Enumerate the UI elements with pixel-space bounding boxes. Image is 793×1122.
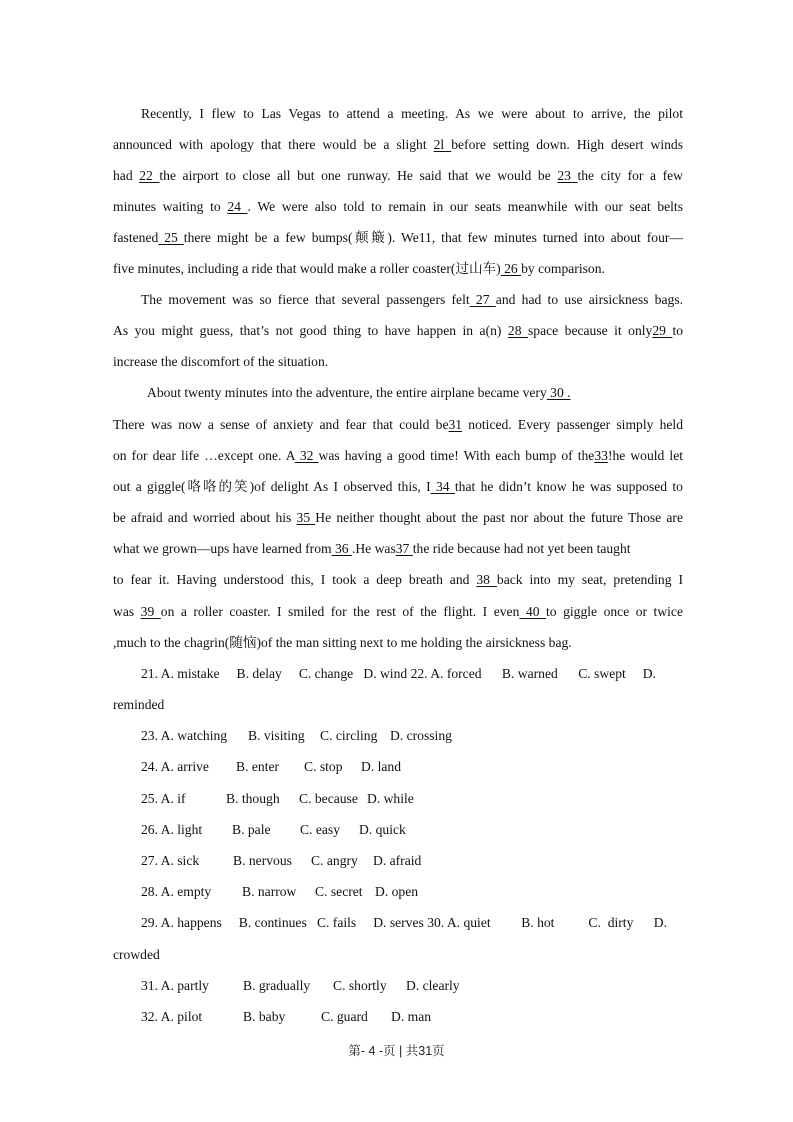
options-22-cont	[113, 696, 683, 714]
option-text: 21. A. mistake B. delay C. change D. wind 22. A. forced B. warned C. swept D.	[141, 666, 656, 681]
passage-line	[113, 167, 683, 185]
blank-38: 38	[476, 572, 497, 587]
text: The movement was so fierce that several passengers felt	[141, 292, 470, 307]
passage-line	[113, 353, 683, 371]
option-a: 24. A. arrive	[141, 759, 209, 774]
text: Recently, I flew to Las Vegas to attend a meeting. As we were about to arrive, the pilot	[141, 106, 683, 121]
text: fastened	[113, 230, 159, 245]
text: noticed. Every passenger simply held	[462, 417, 684, 432]
option-b: B. pale	[232, 822, 271, 837]
option-b: B. nervous	[233, 853, 292, 868]
blank-31: 31	[448, 417, 463, 432]
blank-34: 34	[430, 479, 455, 494]
option-text: reminded	[113, 697, 165, 712]
blank-25: 25	[158, 230, 184, 245]
text: to giggle once or twice	[546, 604, 683, 619]
blank-22: 22	[139, 168, 160, 183]
text: minutes waiting to	[113, 199, 228, 214]
option-text: crowded	[113, 947, 160, 962]
option-a: 27. A. sick	[141, 853, 200, 868]
options-21-22	[141, 665, 683, 683]
blank-24: 24	[227, 199, 248, 214]
passage-line	[113, 540, 683, 558]
blank-39: 39	[140, 604, 161, 619]
option-a: 32. A. pilot	[141, 1009, 203, 1024]
blank-23: 23	[557, 168, 578, 183]
option-b: B. enter	[236, 759, 280, 774]
option-d: D. open	[375, 884, 419, 899]
text: was having a good time! With each bump of the	[318, 448, 595, 463]
option-a: 23. A. watching	[141, 728, 228, 743]
option-c: C. angry	[311, 853, 358, 868]
option-c: C. shortly	[333, 978, 387, 993]
passage-line	[113, 447, 683, 465]
passage-line	[113, 136, 683, 154]
text: there might be a few bumps(颠簸). We11, that few minutes turned into about four—	[183, 230, 684, 245]
passage-line	[141, 291, 683, 309]
options-28	[141, 883, 683, 901]
blank-21: 2l	[433, 137, 452, 152]
option-d: D. crossing	[390, 728, 452, 743]
option-c: C. circling	[320, 728, 378, 743]
text: About twenty minutes into the adventure, the entire airplane became very	[147, 385, 547, 400]
text: space because it only	[528, 323, 653, 338]
options-23	[141, 727, 683, 745]
text: announced with apology that there would be a slight	[113, 137, 434, 152]
text: He neither thought about the past nor about the future Those are	[315, 510, 683, 525]
text: the city for a few	[577, 168, 684, 183]
text: .He was	[351, 541, 396, 556]
blank-36: 36	[331, 541, 352, 556]
blank-32: 32	[294, 448, 319, 463]
option-a: 26. A. light	[141, 822, 203, 837]
option-d: D. man	[391, 1009, 432, 1024]
options-25	[141, 790, 683, 808]
passage-line	[113, 322, 683, 340]
option-d: D. land	[361, 759, 402, 774]
page-footer	[0, 1041, 793, 1059]
blank-26: 26	[500, 261, 522, 276]
blank-33: 33	[594, 448, 608, 463]
blank-30: 30 .	[546, 385, 571, 400]
text: As you might guess, that’s not good thing to have happen in a(n)	[113, 323, 508, 338]
text: be afraid and worried about his	[113, 510, 297, 525]
passage-line	[113, 478, 683, 496]
passage-line	[113, 603, 683, 621]
text: the ride because had not yet been taught	[412, 541, 631, 556]
options-30-cont	[113, 946, 683, 964]
option-c: C. easy	[300, 822, 341, 837]
blank-37: 37	[395, 541, 413, 556]
text: was	[113, 604, 141, 619]
option-c: C. secret	[315, 884, 363, 899]
text: to fear it. Having understood this, I took a deep breath and	[113, 572, 477, 587]
option-c: C. stop	[304, 759, 343, 774]
options-24	[141, 758, 683, 776]
blank-29: 29	[652, 323, 673, 338]
text: . We were also told to remain in our seats meanwhile with our seat belts	[247, 199, 683, 214]
blank-27: 27	[469, 292, 496, 307]
option-b: B. visiting	[248, 728, 305, 743]
option-a: 28. A. empty	[141, 884, 212, 899]
text: to	[672, 323, 684, 338]
text: what we grown—ups have learned from	[113, 541, 332, 556]
blank-35: 35	[296, 510, 316, 525]
options-27	[141, 852, 683, 870]
text: on for dear life …except one. A	[113, 448, 295, 463]
text: before setting down. High desert winds	[451, 137, 683, 152]
blank-28: 28	[507, 323, 528, 338]
page-number: 第- 4 -页 | 共31页	[348, 1044, 445, 1058]
text: and had to use airsickness bags.	[495, 292, 684, 307]
option-b: B. though	[226, 791, 280, 806]
passage-line	[113, 229, 683, 247]
option-b: B. baby	[243, 1009, 286, 1024]
options-29-30	[141, 914, 683, 932]
text: There was now a sense of anxiety and fear that could be	[113, 417, 449, 432]
option-d: D. clearly	[406, 978, 460, 993]
option-d: D. while	[367, 791, 414, 806]
text: ,much to the chagrin(随恼)of the man sitting next to me holding the airsickness bag.	[113, 635, 572, 650]
text: back into my seat, pretending I	[496, 572, 683, 587]
option-b: B. narrow	[242, 884, 297, 899]
option-text: 29. A. happens B. continues C. fails D. serves 30. A. quiet B. hot C. dirty D.	[141, 915, 667, 930]
passage-line	[113, 198, 683, 216]
text: on a roller coaster. I smiled for the rest of the flight. I even	[160, 604, 520, 619]
text: that he didn’t know he was supposed to	[454, 479, 683, 494]
option-d: D. afraid	[373, 853, 422, 868]
option-c: C. because	[299, 791, 358, 806]
option-a: 25. A. if	[141, 791, 186, 806]
text: had	[113, 168, 140, 183]
option-b: B. gradually	[243, 978, 311, 993]
passage-line	[113, 509, 683, 527]
text: the airport to close all but one runway. He said that we would be	[159, 168, 558, 183]
passage-line	[113, 260, 683, 278]
options-31	[141, 977, 683, 995]
passage-line	[113, 571, 683, 589]
option-c: C. guard	[321, 1009, 368, 1024]
text: out a giggle(咯咯的笑)of delight As I observed this, I	[113, 479, 431, 494]
passage-line	[141, 105, 683, 123]
options-26	[141, 821, 683, 839]
text: increase the discomfort of the situation.	[113, 354, 329, 369]
option-d: D. quick	[359, 822, 406, 837]
passage-line	[147, 384, 683, 402]
passage-line	[113, 416, 683, 434]
options-32	[141, 1008, 683, 1026]
text: !he would let	[607, 448, 684, 463]
passage-line	[113, 634, 683, 652]
blank-40: 40	[519, 604, 546, 619]
option-a: 31. A. partly	[141, 978, 209, 993]
text: five minutes, including a ride that would make a roller coaster(过山车)	[113, 261, 501, 276]
text: by comparison.	[521, 261, 605, 276]
